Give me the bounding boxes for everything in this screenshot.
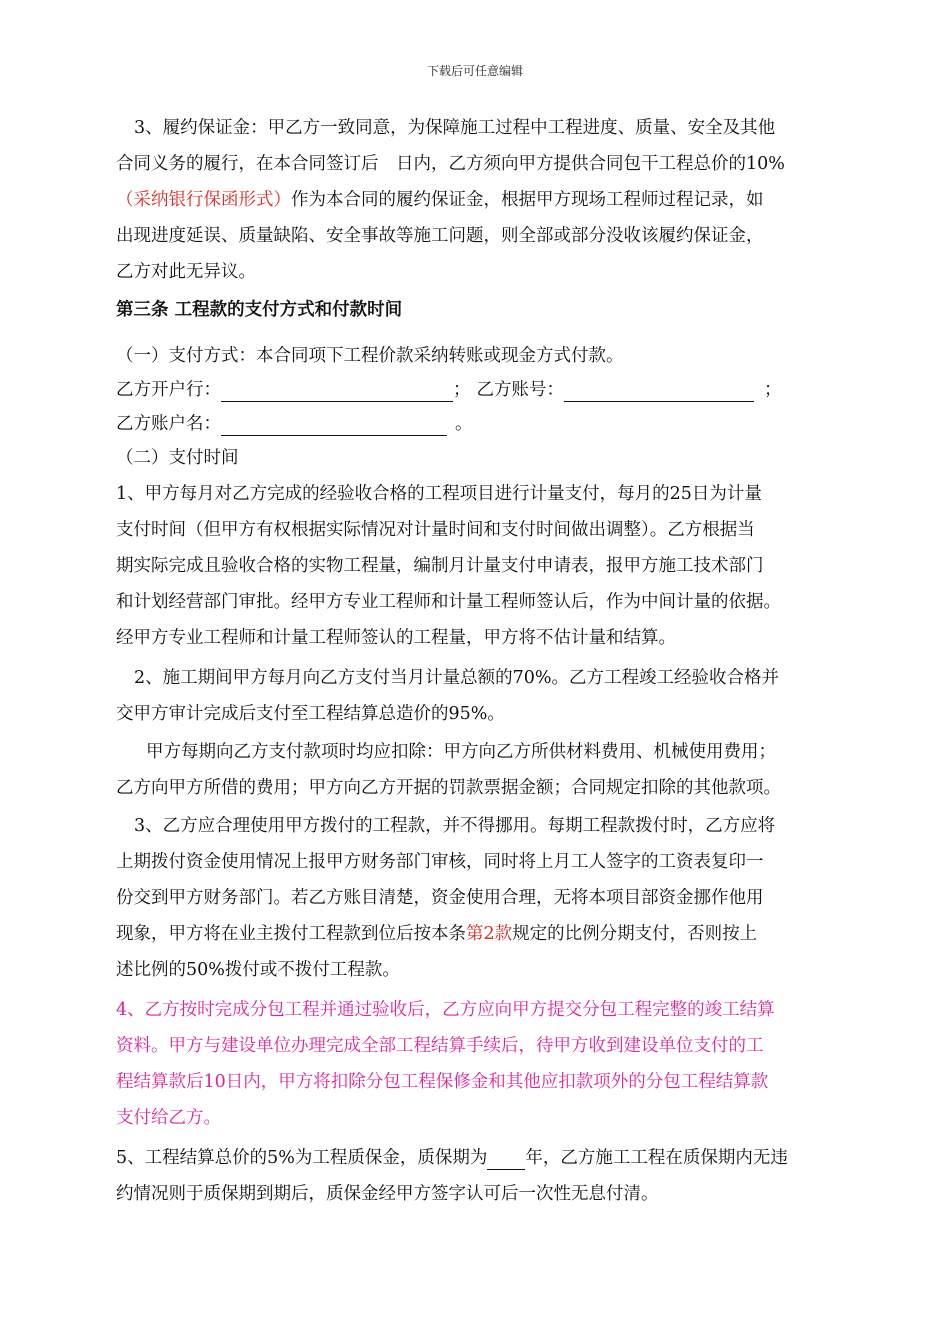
performance-bond-line-5: 乙方对此无异议。 — [116, 262, 256, 282]
account-label: 乙方账号： — [476, 380, 564, 400]
bank-line-end: ； — [764, 380, 782, 400]
performance-bond-line-4: 出现进度延误、质量缺陷、安全事故等施工问题，则全部或部分没收该履约保证金， — [116, 226, 764, 246]
bank-line-2 — [116, 412, 473, 436]
clause-4-line-3: 程结算款后10日内，甲方将扣除分包工程保修金和其他应扣款项外的分包工程结算款 — [116, 1072, 769, 1092]
page-header: 下载后可任意编辑 — [426, 64, 523, 78]
payment-time-heading: （二）支付时间 — [116, 448, 239, 468]
clause-5-line-1-b: 年，乙方施工工程在质保期内无违 — [525, 1148, 788, 1168]
clause-3-line-4-b: 规定的比例分期支付，否则按上 — [512, 924, 758, 944]
deduction-line-1: 甲方每期向乙方支付款项时均应扣除：甲方向乙方所供材料费用、机械使用费用； — [146, 742, 776, 762]
clause-1-line-5: 经甲方专业工程师和计量工程师签认的工程量，甲方将不估计量和结算。 — [116, 628, 676, 648]
clause-1-line-1: 1、甲方每月对乙方完成的经验收合格的工程项目进行计量支付，每月的25日为计量 — [116, 484, 762, 504]
clause-5-line-2: 约情况则于质保期到期后，质保金经甲方签字认可后一次性无息付清。 — [116, 1184, 659, 1204]
bank-separator: ； — [453, 380, 471, 400]
clause-4-line-2: 资料。甲方与建设单位办理完成全部工程结算手续后，待甲方收到建设单位支付的工 — [116, 1036, 764, 1056]
clause-2-line-1: 2、施工期间甲方每月向乙方支付当月计量总额的70%。乙方工程竣工经验收合格并 — [134, 668, 780, 688]
clause-3-line-4-a: 现象，甲方将在业主拨付工程款到位后按本条 — [116, 924, 466, 944]
clause-3-line-5: 述比例的50%拨付或不拨付工程款。 — [116, 960, 400, 980]
bank-line-1 — [116, 378, 782, 402]
article-3-title: 第三条 工程款的支付方式和付款时间 — [116, 300, 403, 320]
bank-label: 乙方开户行： — [116, 380, 221, 400]
clause-1-line-2: 支付时间（但甲方有权根据实际情况对计量时间和支付时间做出调整）。乙方根据当 — [116, 520, 755, 540]
performance-bond-line-2: 合同义务的履行，在本合同签订后 日内，乙方须向甲方提供合同包干工程总价的10% — [116, 154, 785, 174]
account-number-blank — [564, 381, 754, 402]
clause-4-line-1: 4、乙方按时完成分包工程并通过验收后，乙方应向甲方提交分包工程完整的竣工结算 — [116, 1000, 775, 1020]
performance-bond-line-3-rest: 作为本合同的履约保证金，根据甲方现场工程师过程记录，如 — [291, 190, 764, 210]
warranty-years-blank — [487, 1149, 525, 1170]
clause-3-line-4 — [116, 922, 757, 946]
bank-line-2-period: 。 — [455, 414, 473, 434]
clause-2-line-2: 交甲方审计完成后支付至工程结算总造价的95%。 — [116, 704, 505, 724]
bank-name-blank — [221, 381, 453, 402]
clause-3-line-2: 上期拨付资金使用情况上报甲方财务部门审核，同时将上月工人签字的工资表复印一 — [116, 852, 764, 872]
bank-guarantee-note: （采纳银行保函形式） — [116, 190, 291, 210]
clause-5-line-1-a: 5、工程结算总价的5%为工程质保金，质保期为 — [116, 1148, 488, 1168]
clause-1-line-4: 和计划经营部门审批。经甲方专业工程师和计量工程师签认后，作为中间计量的依据。 — [116, 592, 781, 612]
performance-bond-line-1: 3、履约保证金：甲乙方一致同意，为保障施工过程中工程进度、质量、安全及其他 — [134, 118, 776, 138]
clause-2-reference: 第2款 — [466, 924, 513, 944]
performance-bond-line-3 — [116, 188, 764, 212]
clause-5-line-1 — [116, 1146, 788, 1170]
clause-4-line-4: 支付给乙方。 — [116, 1108, 221, 1128]
account-name-label: 乙方账户名： — [116, 414, 221, 434]
payment-method: （一）支付方式：本合同项下工程价款采纳转账或现金方式付款。 — [116, 346, 624, 366]
deduction-line-2: 乙方向甲方所借的费用；甲方向乙方开据的罚款票据金额；合同规定扣除的其他款项。 — [116, 778, 781, 798]
account-name-blank — [221, 415, 447, 436]
clause-3-line-3: 份交到甲方财务部门。若乙方账目清楚，资金使用合理，无将本项目部资金挪作他用 — [116, 888, 764, 908]
clause-1-line-3: 期实际完成且验收合格的实物工程量，编制月计量支付申请表，报甲方施工技术部门 — [116, 556, 764, 576]
clause-3-line-1: 3、乙方应合理使用甲方拨付的工程款，并不得挪用。每期工程款拨付时，乙方应将 — [134, 816, 776, 836]
